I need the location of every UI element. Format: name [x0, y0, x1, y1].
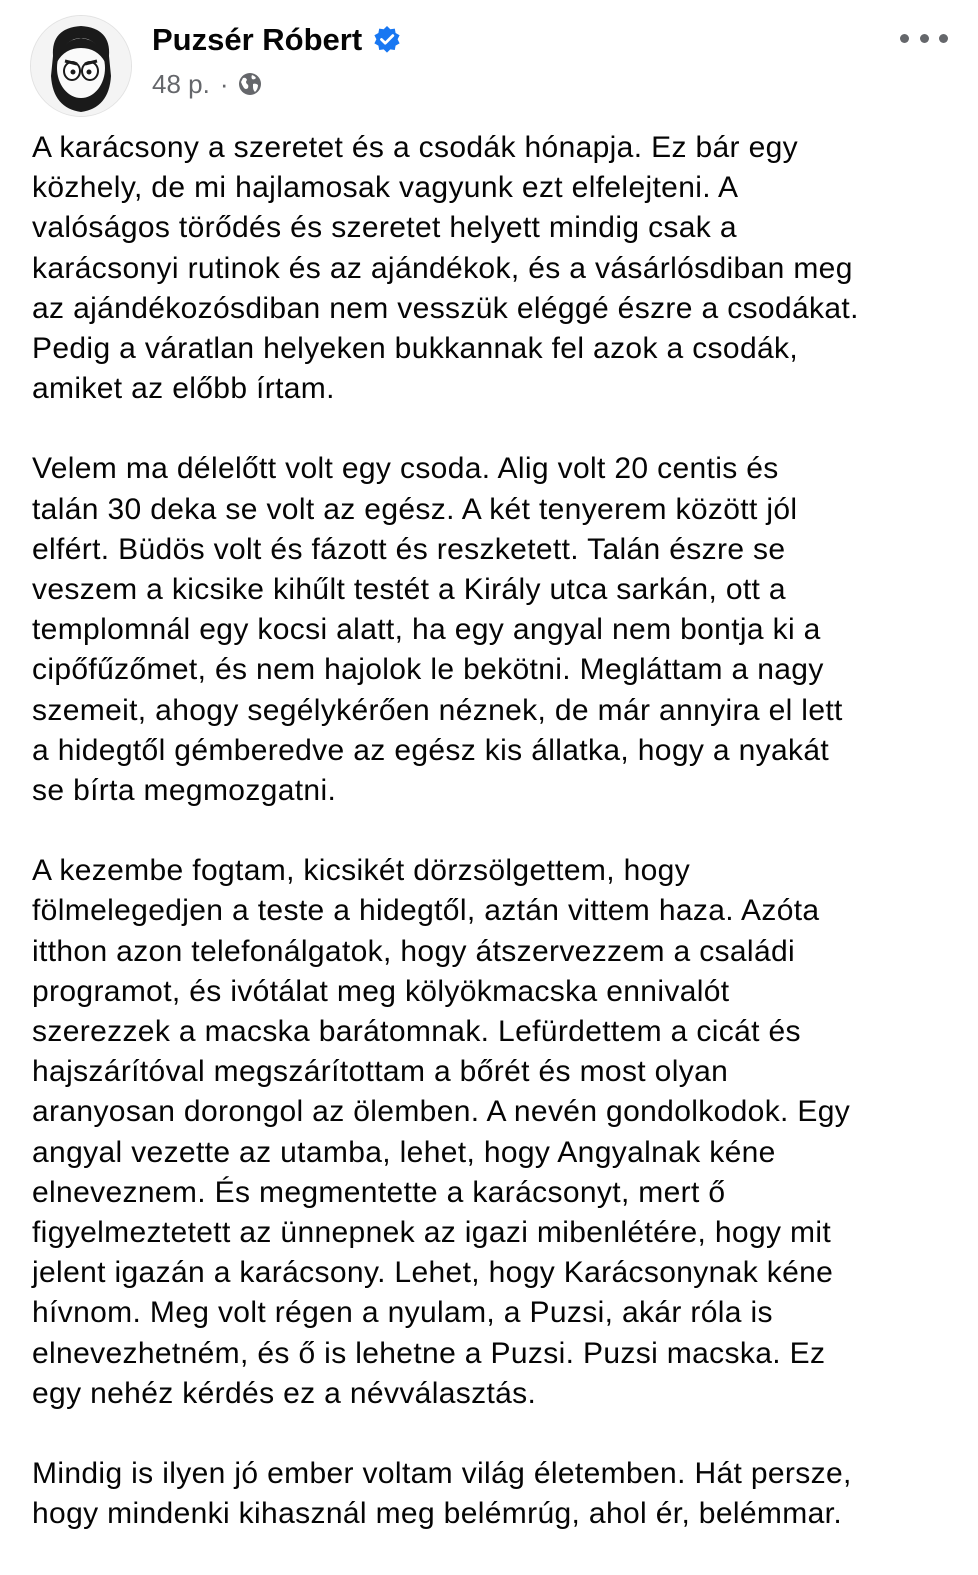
more-dot	[939, 34, 948, 43]
post-text-line: közhely, de mi hajlamosak vagyunk ezt elfelejteni. A	[32, 171, 739, 205]
post-text-line: az ajándékozósdiban nem vesszük eléggé észre a csodákat.	[32, 291, 859, 325]
post-text-line: talán 30 deka se volt az egész. A két tenyerem között jól	[32, 492, 798, 526]
post-text-line: angyal vezette az utamba, lehet, hogy Angyalnak kéne	[32, 1135, 776, 1169]
post-text-line: jelent igazán a karácsony. Lehet, hogy Karácsonynak kéne	[32, 1256, 834, 1290]
verified-badge-icon	[372, 25, 402, 55]
globe-icon[interactable]	[237, 71, 263, 97]
author-name[interactable]: Puzsér Róbert	[152, 22, 363, 57]
post-text-line: veszem a kicsike kihűlt testét a Király utca sarkán, ott a	[32, 573, 786, 607]
post-text-line: valóságos törődés és szeretet helyett mindig csak a	[32, 211, 737, 245]
post-paragraph	[32, 851, 952, 1414]
post-text	[32, 128, 952, 1575]
more-dot	[920, 34, 929, 43]
post-text-line: hogy mindenki kihasznál meg belémrúg, ahol ér, belémmar.	[32, 1497, 843, 1531]
post-text-line: elneveznem. És megmentette a karácsonyt, mert ő	[32, 1175, 726, 1209]
more-dot	[900, 34, 909, 43]
post-timestamp[interactable]: 48 p.	[152, 68, 210, 99]
post-text-line: fölmelegedjen a teste a hidegtől, aztán vittem haza. Azóta	[32, 894, 820, 928]
post-text-line: se bírta megmozgatni.	[32, 774, 337, 808]
post-text-line: figyelmeztetett az ünnepnek az igazi mibenlétére, hogy mit	[32, 1216, 832, 1250]
post-text-line: cipőfűzőmet, és nem hajolok le bekötni. Megláttam a nagy	[32, 653, 824, 687]
more-options-icon[interactable]	[900, 24, 948, 52]
post-paragraph	[32, 449, 952, 811]
post-text-line: templomnál egy kocsi alatt, ha egy angyal nem bontja ki a	[32, 613, 821, 647]
meta-separator: ·	[219, 68, 229, 99]
post-text-line: elnevezhetném, és ő is lehetne a Puzsi. Puzsi macska. Ez	[32, 1336, 826, 1370]
post-text-line: Pedig a váratlan helyeken bukkannak fel azok a csodák,	[32, 332, 799, 366]
post-text-line: hívnom. Meg volt régen a nyulam, a Puzsi, akár róla is	[32, 1296, 773, 1330]
post-text-line: hajszárítóval megszárítottam a bőrét és most olyan	[32, 1055, 729, 1089]
post-paragraph	[32, 128, 952, 409]
post-text-line: Velem ma délelőtt volt egy csoda. Alig volt 20 centis és	[32, 452, 779, 486]
post-text-line: szerezzek a macska barátomnak. Lefürdettem a cicát és	[32, 1015, 801, 1049]
post-text-line: karácsonyi rutinok és az ajándékok, és a vásárlósdiban meg	[32, 251, 853, 285]
cartoon-face-avatar-icon	[31, 16, 131, 116]
post-text-line: itthon azon telefonálgatok, hogy átszervezzem a családi	[32, 934, 796, 968]
post-text-line: egy nehéz kérdés ez a névválasztás.	[32, 1376, 537, 1410]
post-text-line: Mindig is ilyen jó ember voltam világ életemben. Hát persze,	[32, 1457, 852, 1491]
author-row	[152, 20, 402, 60]
post-text-line: programot, és ivótálat meg kölyökmacska ennivalót	[32, 974, 730, 1008]
post-text-line: a hidegtől gémberedve az egész kis állatka, hogy a nyakát	[32, 733, 830, 767]
author-avatar[interactable]	[30, 15, 132, 117]
post-meta	[152, 66, 263, 102]
post-paragraph	[32, 1454, 952, 1534]
post-header	[0, 0, 978, 120]
post-text-line: A kezembe fogtam, kicsikét dörzsölgettem, hogy	[32, 854, 691, 888]
post-text-line: elfért. Büdös volt és fázott és reszketett. Talán észre se	[32, 532, 786, 566]
post-text-line: aranyosan dorongol az ölemben. A nevén gondolkodok. Egy	[32, 1095, 851, 1129]
post-text-line: szemeit, ahogy segélykérően néznek, de már annyira el lett	[32, 693, 843, 727]
post-text-line: A karácsony a szeretet és a csodák hónapja. Ez bár egy	[32, 131, 798, 164]
post-text-line: amiket az előbb írtam.	[32, 372, 335, 406]
